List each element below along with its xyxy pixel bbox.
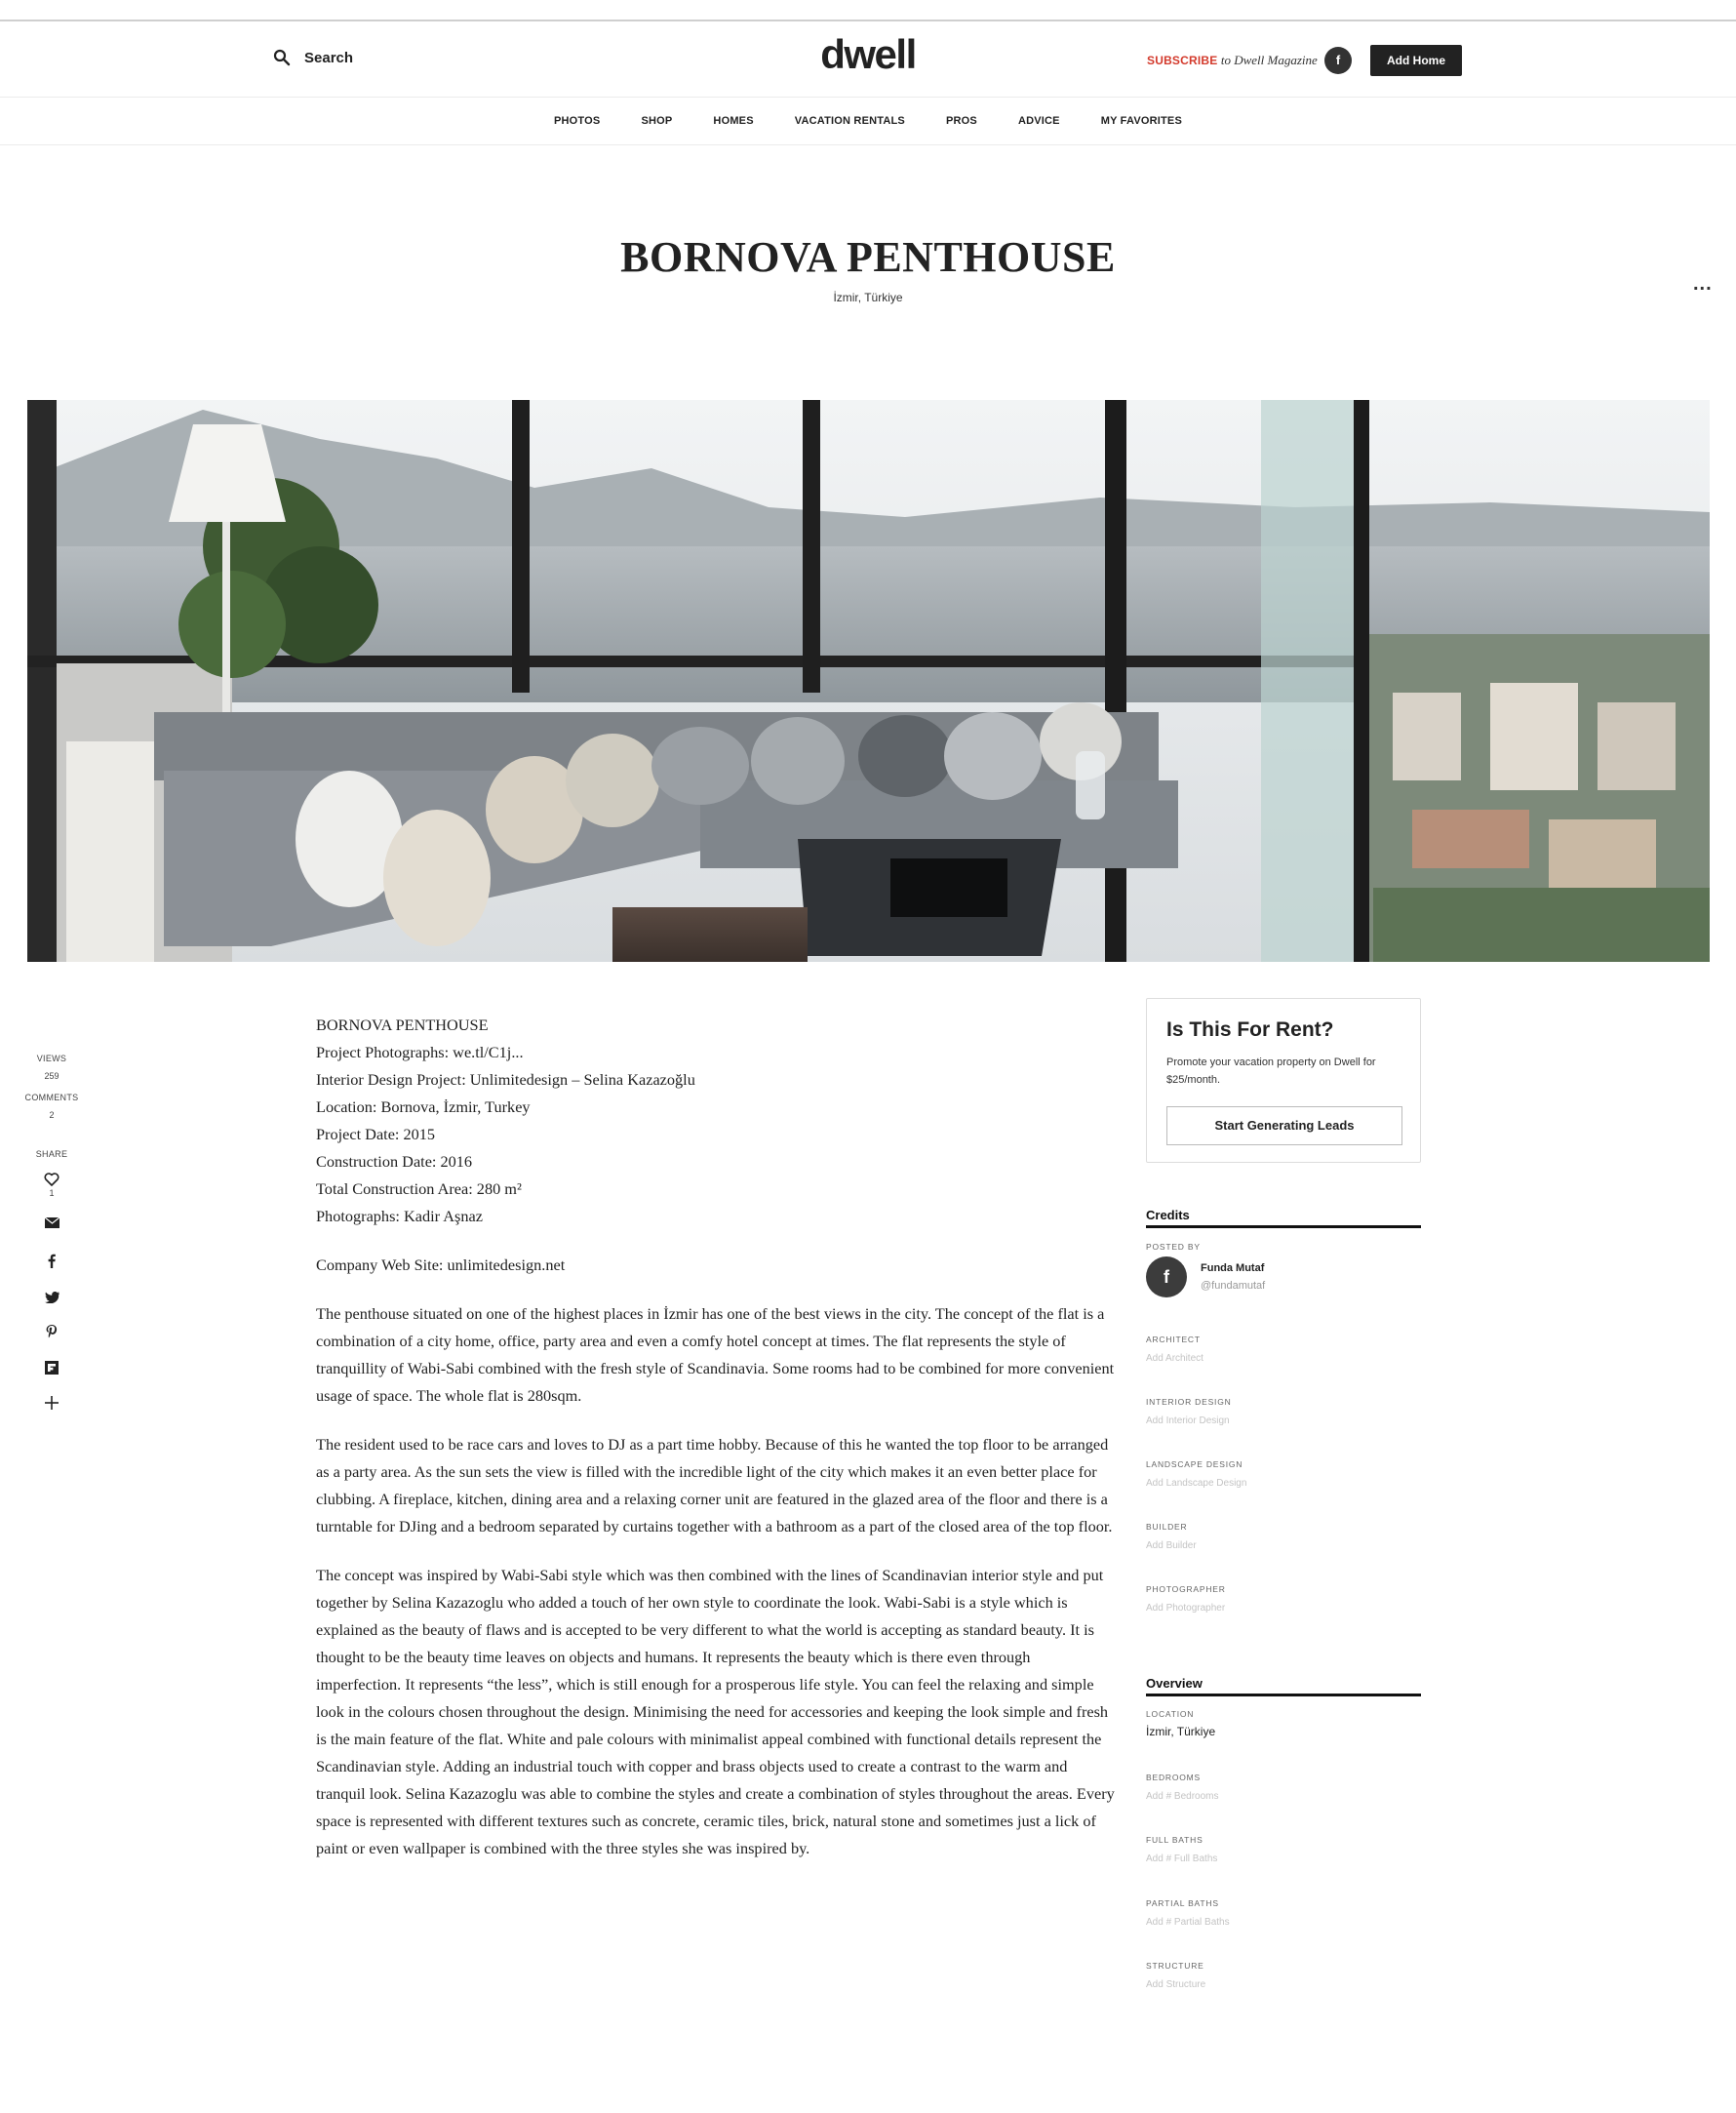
facebook-login-icon[interactable]: f bbox=[1324, 47, 1352, 74]
overview-field-bedrooms bbox=[1146, 1773, 1219, 1802]
posted-by-label: POSTED BY bbox=[1146, 1242, 1201, 1252]
credit-label: BUILDER bbox=[1146, 1522, 1188, 1532]
article-paragraph: The penthouse situated on one of the highest places in İzmir has one of the best views in the city. The concept of the flat is a combination of a city home, office, party area and even a comfy hotel concept at times. The flat represents the style of tranquillity of Wabi-Sabi combined with the fresh style of Scandinavia. Some rooms had to be combined for more convenient usage of space. The whole flat is 280sqm. bbox=[316, 1304, 1115, 1405]
penthouse-living-room-image bbox=[27, 400, 1710, 962]
comments-label: COMMENTS bbox=[24, 1093, 79, 1102]
rent-promo-card bbox=[1146, 998, 1421, 1163]
meta-line: Photographs: Kadir Aşnaz bbox=[316, 1207, 483, 1225]
subscribe-suffix: to Dwell Magazine bbox=[1220, 53, 1318, 67]
nav-item-pros[interactable]: PROS bbox=[945, 115, 977, 127]
twitter-icon[interactable] bbox=[45, 1292, 59, 1303]
plus-icon[interactable] bbox=[45, 1396, 59, 1410]
heart-icon[interactable] bbox=[44, 1173, 59, 1186]
credits-heading: Credits bbox=[1146, 1208, 1421, 1228]
search-label: Search bbox=[304, 49, 354, 66]
page-title: BORNOVA PENTHOUSE bbox=[620, 233, 1116, 281]
credit-label: INTERIOR DESIGN bbox=[1146, 1397, 1232, 1407]
credit-field-landscape-design bbox=[1146, 1459, 1246, 1489]
email-icon[interactable] bbox=[45, 1217, 59, 1228]
meta-line: Project Photographs: we.tl/C1j... bbox=[316, 1043, 524, 1061]
add-bedrooms-link[interactable]: Add # Bedrooms bbox=[1146, 1791, 1219, 1802]
overview-field-location bbox=[1146, 1709, 1215, 1738]
credit-label: PHOTOGRAPHER bbox=[1146, 1584, 1226, 1594]
add-architect-link[interactable]: Add Architect bbox=[1146, 1353, 1203, 1364]
add-interior-design-link[interactable]: Add Interior Design bbox=[1146, 1415, 1230, 1426]
credit-label: ARCHITECT bbox=[1146, 1335, 1201, 1344]
overview-section bbox=[1146, 1676, 1421, 1988]
poster-name[interactable]: Funda Mutaf bbox=[1201, 1262, 1265, 1274]
start-generating-leads-button[interactable]: Start Generating Leads bbox=[1166, 1106, 1402, 1145]
credit-field-photographer bbox=[1146, 1584, 1226, 1614]
pinterest-icon[interactable] bbox=[46, 1325, 58, 1339]
nav-item-shop[interactable]: SHOP bbox=[641, 115, 673, 127]
flipboard-icon[interactable] bbox=[45, 1361, 59, 1375]
page-location: İzmir, Türkiye bbox=[833, 291, 903, 304]
views-label: VIEWS bbox=[36, 1054, 67, 1063]
poster-handle: @fundamutaf bbox=[1201, 1280, 1266, 1292]
add-partial-baths-link[interactable]: Add # Partial Baths bbox=[1146, 1917, 1230, 1928]
comments-count[interactable]: 2 bbox=[49, 1110, 55, 1120]
company-website: Company Web Site: unlimitedesign.net bbox=[316, 1256, 566, 1274]
overview-label: FULL BATHS bbox=[1146, 1835, 1203, 1845]
project-meta bbox=[316, 1012, 1116, 1230]
facebook-share-icon[interactable] bbox=[48, 1254, 56, 1268]
share-rail bbox=[20, 1054, 84, 1410]
add-structure-link[interactable]: Add Structure bbox=[1146, 1979, 1206, 1988]
nav-item-vacation-rentals[interactable]: VACATION RENTALS bbox=[794, 115, 905, 127]
dwell-logo[interactable]: dwell bbox=[820, 31, 916, 77]
meta-line: Location: Bornova, İzmir, Turkey bbox=[316, 1097, 531, 1116]
subscribe-label: SUBSCRIBE bbox=[1147, 54, 1218, 67]
meta-line: BORNOVA PENTHOUSE bbox=[316, 1016, 489, 1034]
views-count: 259 bbox=[44, 1071, 59, 1081]
subscribe-link[interactable] bbox=[1147, 53, 1318, 68]
rent-promo-text: Promote your vacation property on Dwell for $25/month. bbox=[1166, 1056, 1376, 1086]
overview-field-full-baths bbox=[1146, 1835, 1217, 1864]
credit-label: LANDSCAPE DESIGN bbox=[1146, 1459, 1243, 1469]
overview-label: STRUCTURE bbox=[1146, 1961, 1204, 1971]
hero-photo[interactable] bbox=[27, 400, 1710, 962]
more-options-icon[interactable]: ... bbox=[1693, 273, 1713, 295]
overview-label: BEDROOMS bbox=[1146, 1773, 1201, 1782]
article-paragraph: The concept was inspired by Wabi-Sabi style which was then combined with the lines of Scandinavian interior style and put together by Selina Kazazoglu who added a touch of her own style to coordinate the look. Wabi-Sabi is a style which is explained as the beauty of flaws and is accepted to be very different to what the world is accepting as standard beauty. It is thought to be the beauty time leaves on objects and humans. It represents the beauty which is there even through imperfection. It represents “the less”, which is still enough for a prosperous life style. You can feel the relaxing and simple look in the colours chosen throughout the design. Minimising the need for accessories and keeping the look simple and fresh is the main feature of the flat. White and pale colours with minimalist appeal combined with functional details represent the Scandinavian style. Adding an industrial touch with copper and brass objects used to create a contrast to the warm and tranquil look. Selina Kazazoglu was able to combine the styles and create a combination of styles throughout the areas. Every space is represented with different textures such as concrete, ceramic tiles, brick, natural stone and sometimes just a lick of paint or even wallpaper is combined with the three styles she was inspired by. bbox=[316, 1566, 1115, 1857]
add-landscape-design-link[interactable]: Add Landscape Design bbox=[1146, 1478, 1247, 1489]
nav-divider-bottom bbox=[0, 144, 1736, 145]
meta-line: Total Construction Area: 280 m² bbox=[316, 1179, 522, 1198]
avatar[interactable]: f bbox=[1146, 1256, 1187, 1297]
article-paragraph: The resident used to be race cars and loves to DJ as a part time hobby. Because of this he wanted the top floor to be arranged as a party area. As the sun sets the view is filled with the incredible light of the city which makes it an even better place for clubbing. A fireplace, kitchen, dining area and a relaxing corner unit are featured in the glazed area of the floor and there is a turntable for DJing and a bedroom separated by curtains together with a bathroom as a part of the closed area of the top floor. bbox=[316, 1435, 1113, 1535]
overview-heading: Overview bbox=[1146, 1676, 1421, 1696]
nav-item-homes[interactable]: HOMES bbox=[713, 115, 754, 127]
add-full-baths-link[interactable]: Add # Full Baths bbox=[1146, 1854, 1218, 1864]
credits-section bbox=[1146, 1208, 1421, 1627]
rent-promo-heading: Is This For Rent? bbox=[1166, 1018, 1334, 1041]
overview-location-value: İzmir, Türkiye bbox=[1146, 1725, 1216, 1738]
meta-line: Interior Design Project: Unlimitedesign – Selina Kazazoğlu bbox=[316, 1070, 695, 1089]
nav-item-my-favorites[interactable]: MY FAVORITES bbox=[1100, 115, 1183, 127]
site-header bbox=[0, 21, 1736, 98]
credit-field-interior-design bbox=[1146, 1397, 1232, 1426]
add-builder-link[interactable]: Add Builder bbox=[1146, 1540, 1197, 1551]
credit-field-builder bbox=[1146, 1522, 1197, 1551]
share-label: SHARE bbox=[35, 1149, 68, 1159]
add-photographer-link[interactable]: Add Photographer bbox=[1146, 1603, 1226, 1614]
likes-count: 1 bbox=[49, 1188, 55, 1198]
article-body bbox=[316, 1012, 1116, 1884]
meta-line: Project Date: 2015 bbox=[316, 1125, 436, 1143]
nav-item-advice[interactable]: ADVICE bbox=[1017, 115, 1060, 127]
nav-item-photos[interactable]: PHOTOS bbox=[553, 115, 601, 127]
overview-field-structure bbox=[1146, 1961, 1205, 1988]
main-nav bbox=[0, 98, 1736, 144]
credit-field-architect bbox=[1146, 1335, 1203, 1364]
overview-label: PARTIAL BATHS bbox=[1146, 1898, 1219, 1908]
meta-line: Construction Date: 2016 bbox=[316, 1152, 473, 1171]
add-home-button[interactable]: Add Home bbox=[1370, 45, 1462, 76]
overview-field-partial-baths bbox=[1146, 1898, 1230, 1928]
overview-label: LOCATION bbox=[1146, 1709, 1195, 1719]
poster-card[interactable] bbox=[1146, 1256, 1265, 1297]
